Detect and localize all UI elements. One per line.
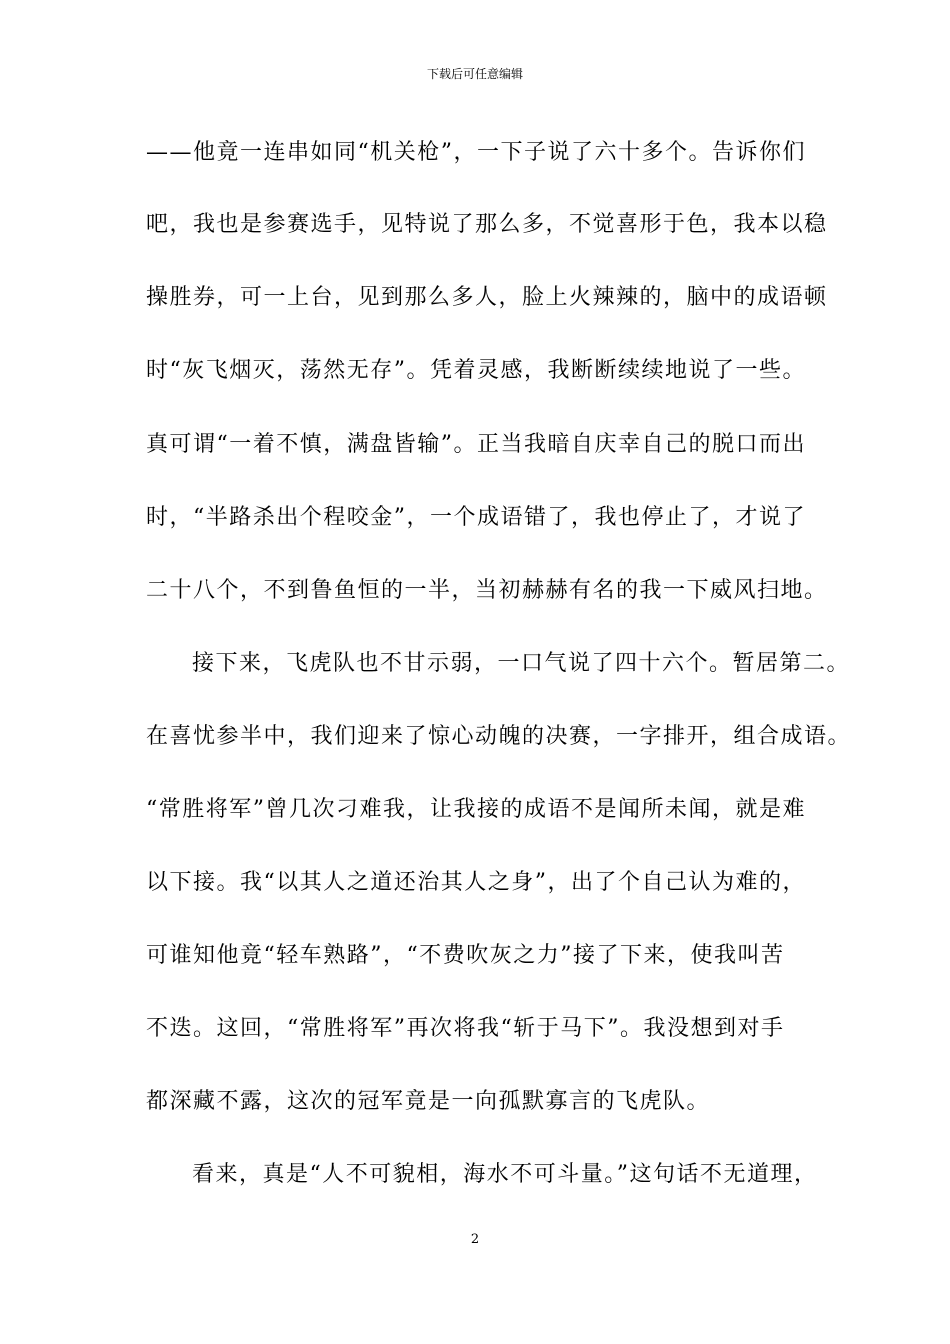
- body-line-7: 二十八个，不到鲁鱼恒的一半，当初赫赫有名的我一下威风扫地。: [146, 578, 828, 603]
- body-line-8-indented: 接下来，飞虎队也不甘示弱，一口气说了四十六个。暂居第二。: [192, 651, 851, 676]
- body-line-14: 都深藏不露，这次的冠军竟是一向孤默寡言的飞虎队。: [146, 1089, 711, 1114]
- body-line-13: 不迭。这回，“常胜将军”再次将我“斩于马下”。我没想到对手: [146, 1016, 785, 1041]
- body-line-10: “常胜将军”曾几次刁难我，让我接的成语不是闻所未闻，就是难: [146, 797, 806, 822]
- page-number: 2: [470, 1232, 480, 1247]
- body-line-2: 吧，我也是参赛选手，见特说了那么多，不觉喜形于色，我本以稳: [146, 212, 828, 237]
- body-line-11: 以下接。我“以其人之道还治其人之身”，出了个自己认为难的，: [146, 870, 806, 895]
- body-line-6: 时，“半路杀出个程咬金”，一个成语错了，我也停止了，才说了: [146, 505, 806, 530]
- body-line-3: 操胜券，可一上台，见到那么多人，脸上火辣辣的，脑中的成语顿: [146, 285, 828, 310]
- body-line-1: ——他竟一连串如同“机关枪”，一下子说了六十多个。告诉你们: [146, 140, 806, 165]
- page-header: 下载后可任意编辑: [426, 67, 523, 81]
- body-line-9: 在喜忧参半中，我们迎来了惊心动魄的决赛，一字排开，组合成语。: [146, 724, 852, 749]
- body-line-5: 真可谓“一着不慎，满盘皆输”。正当我暗自庆幸自己的脱口而出: [146, 432, 806, 457]
- body-line-4: 时“灰飞烟灭，荡然无存”。凭着灵感，我断断续续地说了一些。: [146, 358, 806, 383]
- body-line-12: 可谁知他竟“轻车熟路”，“不费吹灰之力”接了下来，使我叫苦: [146, 943, 785, 968]
- body-line-15-indented: 看来，真是“人不可貌相，海水不可斗量。”这句话不无道理，: [192, 1162, 818, 1187]
